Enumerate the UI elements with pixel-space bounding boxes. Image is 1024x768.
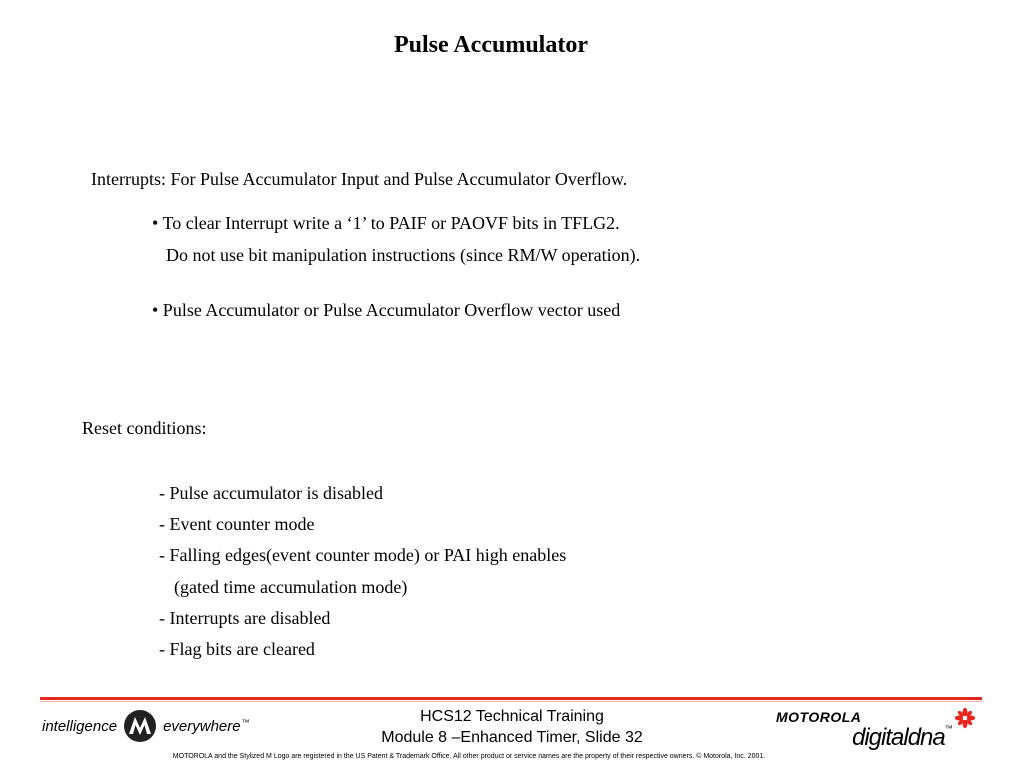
digital-dna-text: digitaldna xyxy=(852,724,945,751)
course-name: HCS12 Technical Training xyxy=(420,708,604,725)
footer-divider-shadow xyxy=(40,701,982,702)
reset-item: - Flag bits are cleared xyxy=(159,639,315,659)
bullet-clear-interrupt-note: Do not use bit manipulation instructions (since RM/W operation). xyxy=(166,245,641,265)
tagline-right: everywhere xyxy=(163,717,241,735)
dna-flower-icon xyxy=(954,707,976,729)
motorola-wordmark: MOTOROLA xyxy=(776,709,862,725)
reset-heading: Reset conditions: xyxy=(82,418,207,438)
intelligence-everywhere-logo xyxy=(42,708,250,744)
reset-item-continuation: (gated time accumulation mode) xyxy=(174,577,408,597)
digital-dna-wordmark xyxy=(852,724,952,752)
interrupts-line: Interrupts: For Pulse Accumulator Input and Pulse Accumulator Overflow. xyxy=(91,169,628,189)
dna-tm: ™ xyxy=(944,724,952,733)
reset-item: - Interrupts are disabled xyxy=(159,608,331,628)
footer-divider xyxy=(40,697,982,700)
tagline-left: intelligence xyxy=(42,717,118,735)
motorola-m-icon xyxy=(123,709,157,743)
bullet-clear-interrupt: • To clear Interrupt write a ‘1’ to PAIF or PAOVF bits in TFLG2. xyxy=(152,213,620,233)
reset-item: - Pulse accumulator is disabled xyxy=(159,483,383,503)
reset-item: - Falling edges(event counter mode) or PAI high enables xyxy=(159,545,567,565)
reset-item: - Event counter mode xyxy=(159,514,315,534)
bullet-vector-used: • Pulse Accumulator or Pulse Accumulator Overflow vector used xyxy=(152,300,621,320)
module-slide: Module 8 –Enhanced Timer, Slide 32 xyxy=(381,729,643,746)
footer-course-info xyxy=(330,706,694,748)
legal-disclaimer: MOTOROLA and the Stylized M Logo are registered in the US Patent & Trademark Office. All other product or service names are the property of their respective owners. © Motorola, Inc. 2001. xyxy=(172,753,766,760)
slide-title: Pulse Accumulator xyxy=(394,32,588,58)
tagline-tm: ™ xyxy=(241,717,250,727)
